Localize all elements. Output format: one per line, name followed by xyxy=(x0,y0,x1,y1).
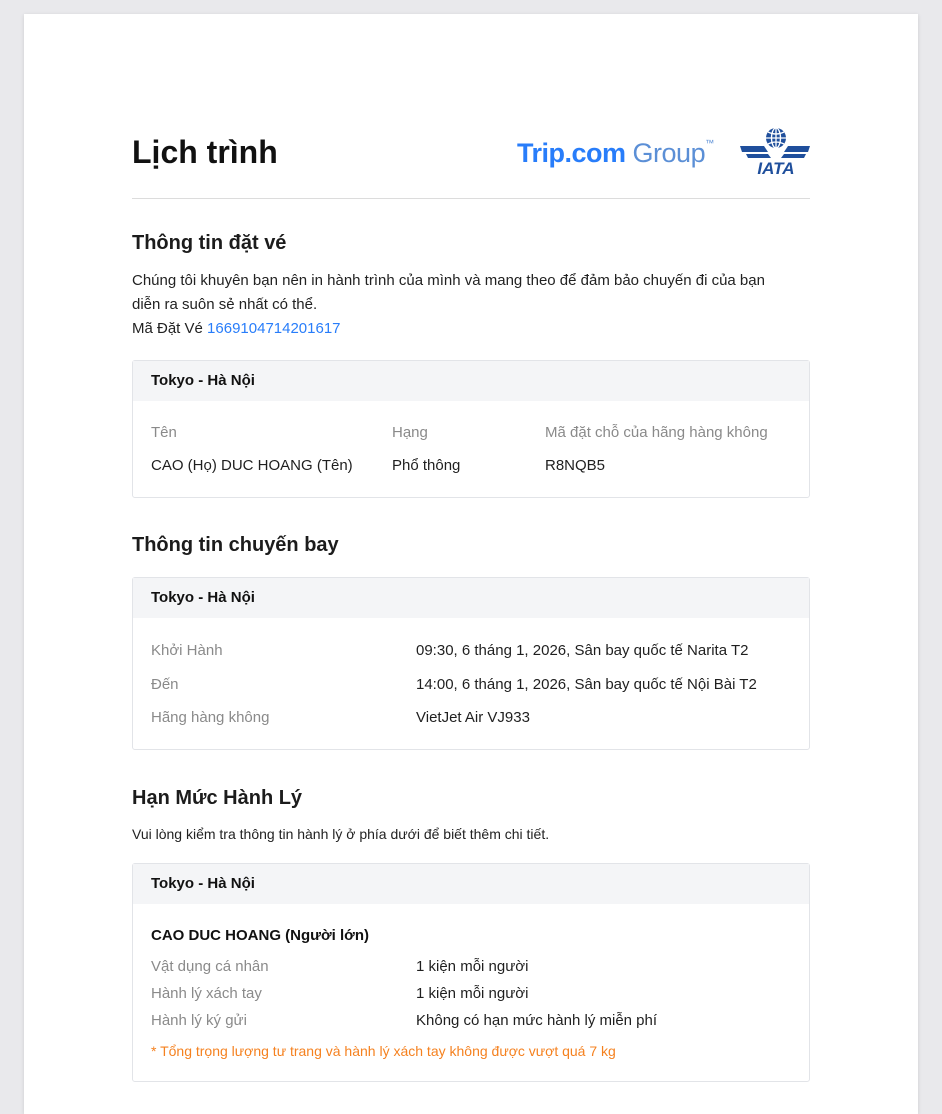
departure-value: 09:30, 6 tháng 1, 2026, Sân bay quốc tế Narita T2 xyxy=(416,642,749,659)
flight-card xyxy=(132,577,810,750)
weight-limit-note: * Tổng trọng lượng tư trang và hành lý xách tay không được vượt quá 7 kg xyxy=(151,1043,616,1059)
flight-info-heading: Thông tin chuyến bay xyxy=(132,534,339,556)
booking-reference: Mã Đặt Vé 1669104714201617 xyxy=(132,320,341,337)
document-header xyxy=(132,132,810,199)
booking-info-heading: Thông tin đặt vé xyxy=(132,232,287,254)
booking-reference-number[interactable]: 1669104714201617 xyxy=(207,320,341,337)
document-page xyxy=(24,14,918,1114)
col-name-label: Tên xyxy=(151,424,177,441)
carry-on-value: 1 kiện mỗi người xyxy=(416,985,529,1002)
carry-on-label: Hành lý xách tay xyxy=(151,985,262,1002)
baggage-card-route: Tokyo - Hà Nội xyxy=(133,864,809,904)
arrival-value: 14:00, 6 tháng 1, 2026, Sân bay quốc tế Nội Bài T2 xyxy=(416,676,757,693)
baggage-heading: Hạn Mức Hành Lý xyxy=(132,787,303,809)
col-pnr-label: Mã đặt chỗ của hãng hàng không xyxy=(545,424,768,441)
passenger-name: CAO (Họ) DUC HOANG (Tên) xyxy=(151,457,353,474)
svg-text:IATA: IATA xyxy=(757,159,795,176)
passenger-card xyxy=(132,360,810,498)
cabin-class: Phổ thông xyxy=(392,457,461,474)
airline-value: VietJet Air VJ933 xyxy=(416,709,530,726)
airline-pnr: R8NQB5 xyxy=(545,457,606,474)
checked-baggage-value: Không có hạn mức hành lý miễn phí xyxy=(416,1012,658,1029)
arrival-label: Đến xyxy=(151,676,179,693)
airline-label: Hãng hàng không xyxy=(151,709,270,726)
booking-info-description: Chúng tôi khuyên bạn nên in hành trình của mình và mang theo để đảm bảo chuyến đi của bạn diễn ra suôn sẻ nhất có thể. Mã Đặt Vé 1669104714201617 xyxy=(132,269,765,341)
baggage-card xyxy=(132,863,810,1082)
flight-card-route: Tokyo - Hà Nội xyxy=(133,578,809,618)
page-title: Lịch trình xyxy=(132,134,278,170)
iata-logo xyxy=(738,126,812,176)
personal-item-label: Vật dụng cá nhân xyxy=(151,958,269,975)
col-class-label: Hạng xyxy=(392,424,428,441)
baggage-intro: Vui lòng kiểm tra thông tin hành lý ở phía dưới để biết thêm chi tiết. xyxy=(132,826,550,842)
baggage-passenger: CAO DUC HOANG (Người lớn) xyxy=(151,927,370,944)
personal-item-value: 1 kiện mỗi người xyxy=(416,958,529,975)
departure-label: Khởi Hành xyxy=(151,642,223,659)
trip-com-group-logo: Trip.com Group™ xyxy=(517,138,714,168)
checked-baggage-label: Hành lý ký gửi xyxy=(151,1012,247,1029)
passenger-card-route: Tokyo - Hà Nội xyxy=(133,361,809,401)
